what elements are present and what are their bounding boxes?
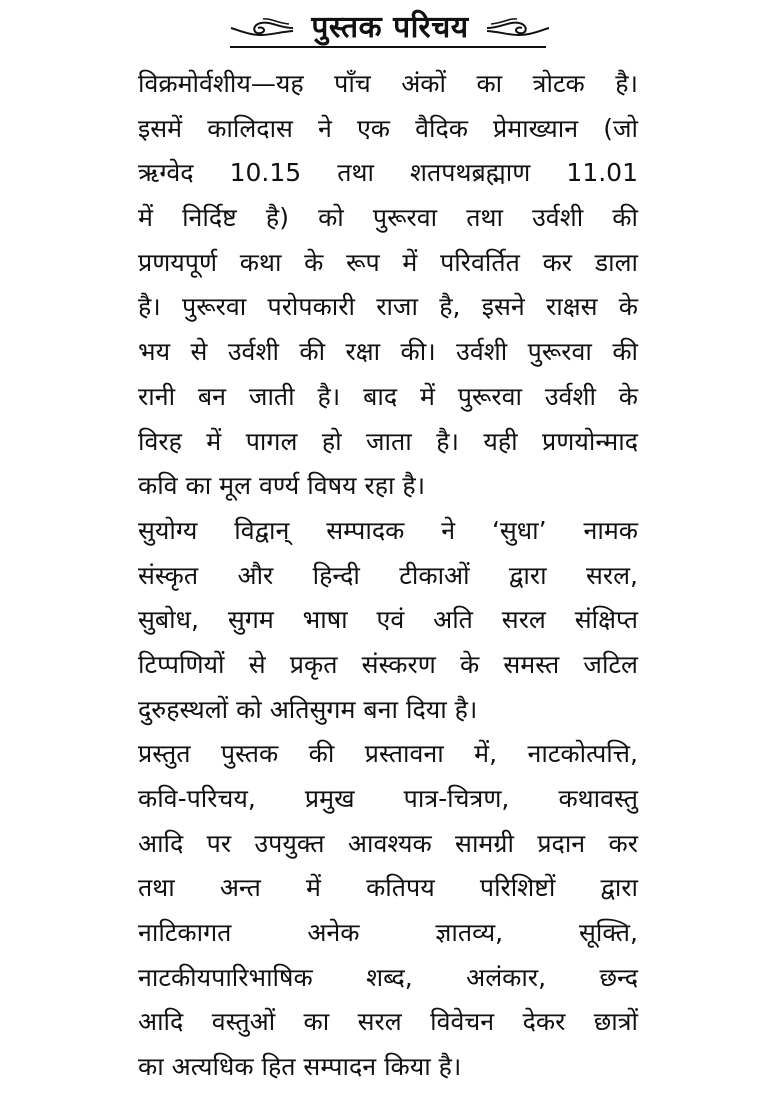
text-line: है। पुरूरवा परोपकारी राजा है, इसने राक्षस के (138, 292, 638, 322)
scroll-flourish-icon (483, 17, 553, 39)
text-line: नाटकीयपारिभाषिक शब्द, अलंकार, छन्द (138, 962, 638, 992)
paragraph (138, 732, 638, 1090)
text-line: प्रणयपूर्ण कथा के रूप में परिवर्तित कर डाला (138, 247, 638, 277)
paragraph (138, 62, 638, 509)
text-line: ऋग्वेद 10.15 तथा शतपथब्रह्माण 11.01 (138, 158, 638, 188)
text-line: टिप्पणियों से प्रकृत संस्करण के समस्त जटिल (138, 649, 638, 679)
text-line: का अत्यधिक हित सम्पादन किया है। (138, 1052, 462, 1082)
page-header (0, 6, 780, 50)
text-line: तथा अन्त में कतिपय परिशिष्टों द्वारा (138, 873, 638, 903)
text-line: इसमें कालिदास ने एक वैदिक प्रेमाख्यान (जो (138, 113, 638, 143)
book-introduction-text (138, 62, 638, 1090)
text-line: संस्कृत और हिन्दी टीकाओं द्वारा सरल, (138, 560, 638, 590)
page-title: पुस्तक परिचय (311, 10, 469, 45)
text-line: प्रस्तुत पुस्तक की प्रस्तावना में, नाटकोत्पत्ति, (138, 739, 638, 769)
text-line: दुरुहस्थलों को अतिसुगम बना दिया है। (138, 694, 478, 724)
text-line: विक्रमोर्वशीय—यह पाँच अंकों का त्रोटक है। (138, 69, 638, 98)
text-line: सुयोग्य विद्वान् सम्पादक ने ‘सुधा’ नामक (138, 515, 638, 545)
text-line: विरह में पागल हो जाता है। यही प्रणयोन्माद (138, 426, 638, 456)
text-line: सुबोध, सुगम भाषा एवं अति सरल संक्षिप्त (138, 605, 638, 635)
text-line: कवि का मूल वर्ण्य विषय रहा है। (138, 471, 426, 501)
text-line: कवि-परिचय, प्रमुख पात्र-चित्रण, कथावस्तु (138, 784, 638, 813)
text-line: नाटिकागत अनेक ज्ञातव्य, सूक्ति, (138, 918, 638, 948)
text-line: भय से उर्वशी की रक्षा की। उर्वशी पुरूरवा की (138, 337, 638, 367)
text-line: आदि वस्तुओं का सरल विवेचन देकर छात्रों (138, 1007, 638, 1037)
scroll-flourish-icon (227, 17, 297, 39)
paragraph (138, 509, 638, 732)
text-line: रानी बन जाती है। बाद में पुरूरवा उर्वशी के (138, 381, 638, 411)
title-underline (230, 46, 546, 48)
text-line: आदि पर उपयुक्त आवश्यक सामग्री प्रदान कर (138, 828, 638, 858)
text-line: में निर्दिष्ट है) को पुरूरवा तथा उर्वशी की (138, 203, 638, 233)
